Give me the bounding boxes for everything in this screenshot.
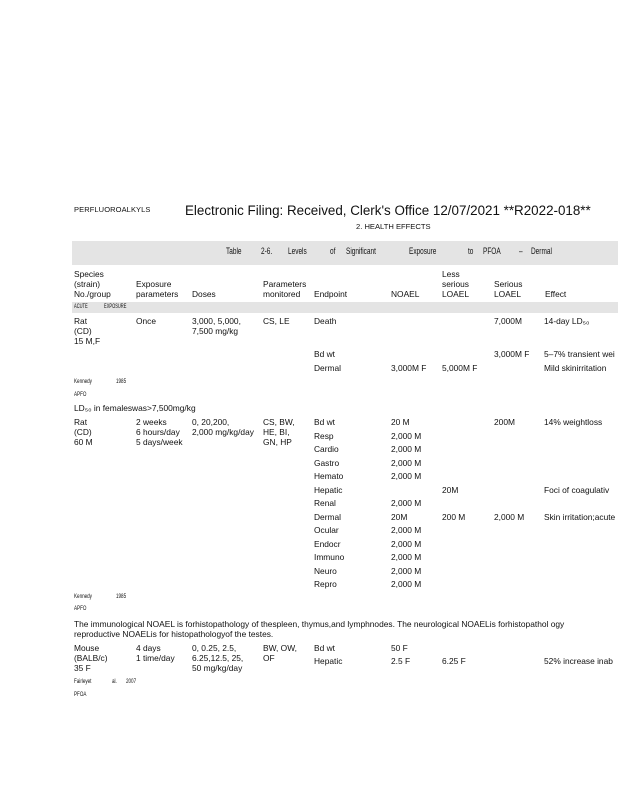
study2-endpoint-cell: Resp xyxy=(314,430,334,441)
study1-effect-cell: 14-day LD₅₀ xyxy=(544,316,590,326)
table-column-headers xyxy=(72,266,618,302)
study3-endpoint-cell: Hepatic xyxy=(314,656,343,666)
table-title-word: Exposure xyxy=(409,246,437,256)
study1-serious-cell: 3,000M F xyxy=(494,349,530,359)
study2-endpoint-cell: Cardio xyxy=(314,444,339,454)
study2-endpoint-cell: Hepatic xyxy=(314,484,343,495)
study2-endpoint-cell: Ocular xyxy=(314,525,339,535)
study1-note: LD₅₀ in femaleswas>7,500mg/kg xyxy=(74,403,196,413)
table-title-word: PFOA xyxy=(483,246,501,256)
study2-noael-cell: 2,000 M xyxy=(391,471,422,481)
section-label: EXPOSURE xyxy=(104,303,127,310)
study3-ref-year: 2007 xyxy=(126,678,137,685)
table-title-word: 2-6. xyxy=(261,246,273,256)
study2-effect-cell: Foci of coagulativ xyxy=(544,484,610,495)
table-title-word: Dermal xyxy=(531,246,552,256)
study1-endpoint-cell: Death xyxy=(314,316,337,326)
study1-serious-cell: 7,000M xyxy=(494,316,522,326)
study2-less-cell: 20M xyxy=(442,484,459,495)
study2-noael-cell: 2,000 M xyxy=(391,444,422,454)
study3-doses: 0, 0.25, 2.5, 6.25,12.5, 25, 50 mg/kg/day xyxy=(192,643,244,673)
study3-ref-etal: al. xyxy=(112,678,117,685)
col-noael: NOAEL xyxy=(391,289,420,299)
col-species: Species (strain) No./group xyxy=(74,269,111,299)
study2-noael-cell: 2,000 M xyxy=(391,538,422,549)
study2-endpoint-cell: Neuro xyxy=(314,565,337,576)
study1-endpoint-cell: Bd wt xyxy=(314,349,335,359)
study1-noael-cell: 3,000M F xyxy=(391,363,427,373)
study2-endpoint-cell: Bd wt xyxy=(314,417,335,427)
table-title-word: to xyxy=(468,246,474,256)
study3-exposure: 4 days 1 time/day xyxy=(136,643,175,663)
study1-effect-cell: Mild skinirritation xyxy=(544,363,607,373)
col-endpoint: Endpoint xyxy=(314,289,348,299)
study2-endpoint-cell: Hemato xyxy=(314,471,344,481)
study2-ref-compound: APFO xyxy=(74,605,87,612)
study3-ref-compound: PFOA xyxy=(74,691,87,698)
study1-species: Rat (CD) 15 M,F xyxy=(74,316,101,346)
study2-serious-cell: 2,000 M xyxy=(494,511,525,522)
study2-noael-cell: 20M xyxy=(391,511,408,522)
study2-parameters: CS, BW, HE, BI, GN, HP xyxy=(263,417,295,447)
table-title-word: Table xyxy=(226,246,242,256)
col-parameters: Parameters monitored xyxy=(263,279,307,299)
col-effect: Effect xyxy=(545,289,567,299)
table-title-word: – xyxy=(519,246,523,256)
study2-noael-cell: 2,000 M xyxy=(391,525,422,535)
study3-noael-cell: 50 F xyxy=(391,643,408,653)
chapter-subtitle: 2. HEALTH EFFECTS xyxy=(356,222,431,231)
study2-serious-cell: 200M xyxy=(494,417,515,427)
table-title-word: Levels xyxy=(288,246,307,256)
study1-ref-author: Kennedy xyxy=(74,378,92,385)
study2-exposure: 2 weeks 6 hours/day 5 days/week xyxy=(136,417,183,447)
study2-ref-author: Kennedy xyxy=(74,593,92,600)
study3-less-cell: 6.25 F xyxy=(442,656,466,666)
study1-less-cell: 5,000M F xyxy=(442,363,478,373)
col-exposure: Exposure parameters xyxy=(136,279,179,299)
section-bar-acute xyxy=(72,302,618,313)
study2-noael-cell: 20 M xyxy=(391,417,410,427)
study2-endpoint-cell: Dermal xyxy=(314,511,341,522)
study3-noael-cell: 2.5 F xyxy=(391,656,411,666)
study2-note-2: reproductive NOAELis for histopathologyof the testes. xyxy=(74,629,274,639)
study1-doses: 3,000, 5,000, 7,500 mg/kg xyxy=(192,316,241,336)
table-title-bar xyxy=(72,241,618,265)
study2-noael-cell: 2,000 M xyxy=(391,498,422,508)
section-label: ACUTE xyxy=(74,303,88,310)
study1-parameters: CS, LE xyxy=(263,316,290,326)
study1-exposure: Once xyxy=(136,316,157,326)
table-title-word: of xyxy=(330,246,336,256)
study1-ref-compound: APFO xyxy=(74,391,87,398)
study2-endpoint-cell: Gastro xyxy=(314,457,340,468)
study2-note-1: The immunological NOAEL is forhistopathology of thespleen, thymus,and lymphnodes. The neurological NOAELis forhistopathol ogy xyxy=(74,619,565,629)
study1-ref-year: 1985 xyxy=(116,378,127,385)
study3-species: Mouse (BALB/c) 35 F xyxy=(74,643,108,673)
study2-noael-cell: 2,000 M xyxy=(391,457,422,468)
study2-ref-year: 1985 xyxy=(116,593,127,600)
study2-endpoint-cell: Renal xyxy=(314,498,336,508)
study1-effect-cell: 5–7% transient wei xyxy=(544,349,615,359)
study2-endpoint-cell: Repro xyxy=(314,579,337,589)
study2-noael-cell: 2,000 M xyxy=(391,565,422,576)
study2-effect-cell: Skin irritation;acute xyxy=(544,511,616,522)
running-header: PERFLUOROALKYLS xyxy=(74,205,151,214)
study2-effect-cell: 14% weightloss xyxy=(544,417,603,427)
study2-doses: 0, 20,200, 2,000 mg/kg/day xyxy=(192,417,254,437)
col-serious-loael: Serious LOAEL xyxy=(494,279,523,299)
col-less-serious-loael: Less serious LOAEL xyxy=(442,269,470,299)
study3-ref-author: Fairleyet xyxy=(74,678,92,685)
study2-endpoint-cell: Immuno xyxy=(314,552,345,562)
study2-species: Rat (CD) 60 M xyxy=(74,417,93,447)
study3-endpoint-cell: Bd wt xyxy=(314,643,335,653)
study2-endpoint-cell: Endocr xyxy=(314,538,341,549)
table-title-word: Significant xyxy=(346,246,376,256)
study2-noael-cell: 2,000 M xyxy=(391,430,422,441)
study2-noael-cell: 2,000 M xyxy=(391,552,422,562)
study3-effect-cell: 52% increase inab xyxy=(544,656,613,666)
study2-noael-cell: 2,000 M xyxy=(391,579,422,589)
filing-stamp: Electronic Filing: Received, Clerk's Office 12/07/2021 **R2022-018** xyxy=(185,203,591,218)
study1-endpoint-cell: Dermal xyxy=(314,363,341,373)
col-doses: Doses xyxy=(192,289,216,299)
study2-less-cell: 200 M xyxy=(442,511,466,522)
study3-parameters: BW, OW, OF xyxy=(263,643,297,663)
